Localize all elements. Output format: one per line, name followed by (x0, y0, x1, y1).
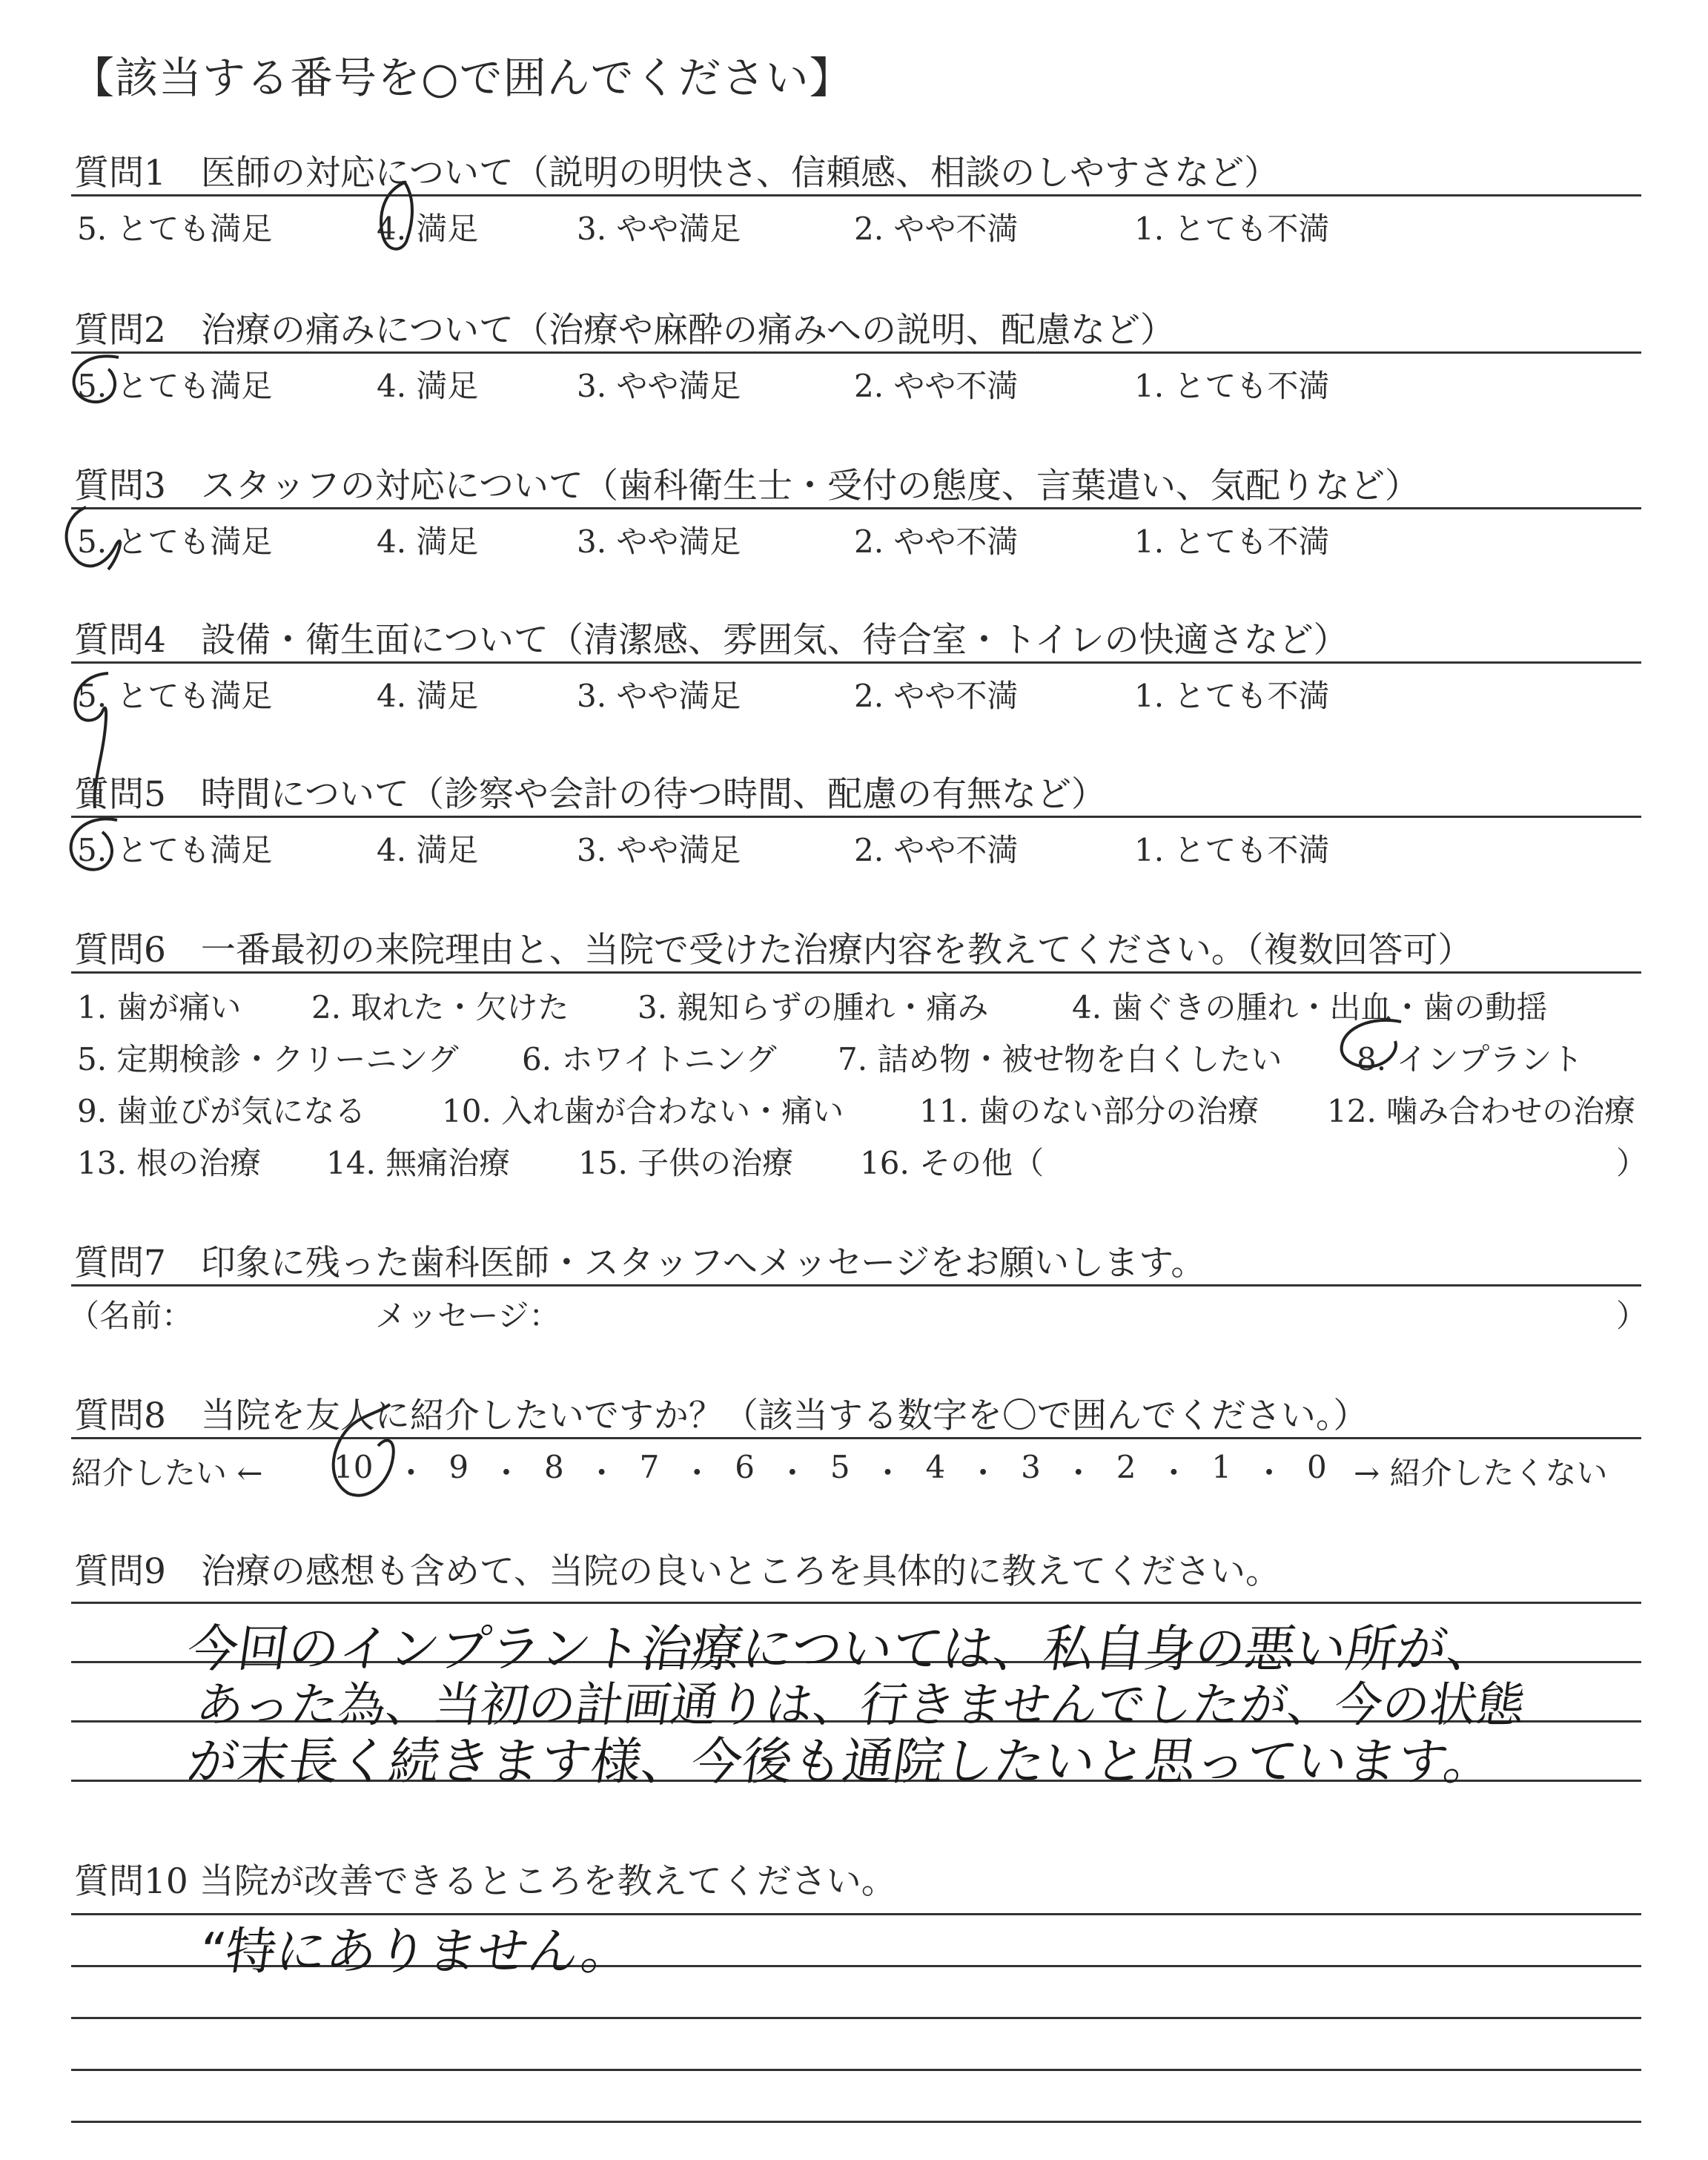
q6-option-1[interactable]: 1. 歯が痛い (77, 989, 242, 1025)
question-2-rule (71, 351, 1641, 354)
q8-scale-9[interactable]: 9 (448, 1449, 469, 1485)
q8-scale-8[interactable]: 8 (543, 1449, 564, 1485)
q5-option-5[interactable]: 5. とても満足 (77, 832, 273, 868)
q1-option-2[interactable]: 2. やや不満 (854, 211, 1019, 247)
q1-option-1[interactable]: 1. とても不満 (1134, 211, 1330, 247)
question-7-rule (71, 1284, 1641, 1287)
q10-answer-line-1: “特にありません。 (195, 1923, 637, 1981)
q8-scale-0[interactable]: 0 (1306, 1449, 1327, 1485)
q10-line-5 (71, 2121, 1641, 2123)
q6-option-16[interactable]: 16. その他（ (860, 1145, 1045, 1181)
q8-scale-separator: ・ (395, 1455, 427, 1491)
question-1-rule (71, 194, 1641, 196)
q6-option-7[interactable]: 7. 詰め物・被せ物を白くしたい (838, 1041, 1282, 1077)
q8-scale-10[interactable]: 10 (334, 1449, 374, 1485)
q8-scale-separator: ・ (586, 1455, 618, 1491)
question-1-title: 質問1 医師の対応について（説明の明快さ、信頼感、相談のしやすさなど） (74, 153, 1280, 194)
q5-selection-circle (62, 813, 136, 887)
question-8-rule (71, 1437, 1641, 1439)
q6-option-2[interactable]: 2. 取れた・欠けた (311, 989, 569, 1025)
question-3-title: 質問3 スタッフの対応について（歯科衛生士・受付の態度、言葉遣い、気配りなど） (74, 466, 1420, 506)
q8-scale-separator: ・ (1158, 1455, 1190, 1491)
question-3-rule (71, 507, 1641, 509)
question-9-title: 質問9 治療の感想も含めて、当院の良いところを具体的に教えてください。 (74, 1551, 1280, 1592)
q2-option-5[interactable]: 5. とても満足 (77, 368, 273, 404)
q1-selection-circle (362, 176, 428, 258)
q5-option-3[interactable]: 3. やや満足 (577, 832, 741, 868)
q6-other-close: ） (1616, 1145, 1648, 1181)
q10-line-4 (71, 2069, 1641, 2071)
q6-option-9[interactable]: 9. 歯並びが気になる (77, 1093, 366, 1129)
q9-answer-line-1: 今回のインプラント治療については、私自身の悪い所が、 (183, 1620, 1502, 1679)
q5-option-1[interactable]: 1. とても不満 (1134, 832, 1330, 868)
q8-scale-5[interactable]: 5 (830, 1449, 850, 1485)
q1-option-4[interactable]: 4. 満足 (377, 211, 479, 247)
q6-option-10[interactable]: 10. 入れ歯が合わない・痛い (442, 1093, 844, 1129)
q8-scale-separator: ・ (1062, 1455, 1094, 1491)
q6-option-13[interactable]: 13. 根の治療 (77, 1145, 262, 1181)
q3-option-2[interactable]: 2. やや不満 (854, 524, 1019, 560)
question-6-title: 質問6 一番最初の来院理由と、当院で受けた治療内容を教えてください。（複数回答可） (74, 930, 1473, 971)
q6-option-12[interactable]: 12. 噛み合わせの治療 (1327, 1093, 1636, 1129)
q2-option-2[interactable]: 2. やや不満 (854, 368, 1019, 404)
q3-option-5[interactable]: 5. とても満足 (77, 524, 273, 560)
q9-answer-line-3: が末長く続きます様、今後も通院したいと思っています。 (183, 1733, 1499, 1791)
q6-option-6[interactable]: 6. ホワイトニング (522, 1041, 777, 1077)
q6-option-8[interactable]: 8. インプラント (1357, 1041, 1583, 1077)
q8-scale-2[interactable]: 2 (1116, 1449, 1136, 1485)
q8-selection-circle (319, 1398, 408, 1517)
q2-option-1[interactable]: 1. とても不満 (1134, 368, 1330, 404)
question-4-rule (71, 661, 1641, 664)
q6-option-3[interactable]: 3. 親知らずの腫れ・痛み (638, 989, 989, 1025)
q7-message-label: メッセージ： (375, 1298, 560, 1334)
question-5-title: 質問5 時間について（診察や会計の待つ時間、配慮の有無など） (74, 774, 1106, 815)
q2-selection-circle (67, 349, 133, 415)
q3-option-1[interactable]: 1. とても不満 (1134, 524, 1330, 560)
q1-option-5[interactable]: 5. とても満足 (77, 211, 273, 247)
q6-option-14[interactable]: 14. 無痛治療 (326, 1145, 511, 1181)
q2-option-4[interactable]: 4. 満足 (377, 368, 479, 404)
q8-scale-1[interactable]: 1 (1211, 1449, 1232, 1485)
q6-option-15[interactable]: 15. 子供の治療 (578, 1145, 794, 1181)
q7-name-label: （名前： (68, 1298, 193, 1334)
q6-selection-circle (1331, 1013, 1413, 1080)
q5-option-4[interactable]: 4. 満足 (377, 832, 479, 868)
q8-scale-6[interactable]: 6 (735, 1449, 755, 1485)
q3-selection-circle (56, 501, 138, 575)
q8-scale-separator: ・ (491, 1455, 523, 1491)
q1-option-3[interactable]: 3. やや満足 (577, 211, 741, 247)
question-5-rule (71, 816, 1641, 818)
q7-close-paren: ） (1616, 1298, 1648, 1334)
question-10-title: 質問10 当院が改善できるところを教えてください。 (74, 1861, 896, 1902)
q4-option-1[interactable]: 1. とても不満 (1134, 678, 1330, 714)
q9-answer-line-2: あった為、当初の計画通りは、行きませんでしたが、今の状態 (192, 1678, 1529, 1733)
q8-right-label: → 紹介したくない (1354, 1455, 1608, 1491)
q6-option-5[interactable]: 5. 定期検診・クリーニング (77, 1041, 459, 1077)
q8-scale-4[interactable]: 4 (925, 1449, 946, 1485)
question-7-title: 質問7 印象に残った歯科医師・スタッフへメッセージをお願いします。 (74, 1243, 1206, 1284)
q8-scale-separator: ・ (1254, 1455, 1285, 1491)
q3-option-3[interactable]: 3. やや満足 (577, 524, 741, 560)
q8-scale-3[interactable]: 3 (1021, 1449, 1041, 1485)
q8-scale-7[interactable]: 7 (639, 1449, 660, 1485)
q2-option-3[interactable]: 3. やや満足 (577, 368, 741, 404)
q4-option-3[interactable]: 3. やや満足 (577, 678, 741, 714)
form-header: 【該当する番号を○で囲んでください】 (71, 53, 853, 103)
q8-scale-separator: ・ (967, 1455, 999, 1491)
q6-option-11[interactable]: 11. 歯のない部分の治療 (919, 1093, 1260, 1129)
q8-scale (334, 1449, 1327, 1493)
q8-scale-separator: ・ (872, 1455, 904, 1491)
q3-option-4[interactable]: 4. 満足 (377, 524, 479, 560)
q6-option-4[interactable]: 4. 歯ぐきの腫れ・出血・歯の動揺 (1072, 989, 1548, 1025)
q8-scale-separator: ・ (681, 1455, 713, 1491)
question-4-title: 質問4 設備・衛生面について（清潔感、雰囲気、待合室・トイレの快適さなど） (74, 620, 1348, 661)
q4-option-4[interactable]: 4. 満足 (377, 678, 479, 714)
q10-line-3 (71, 2017, 1641, 2019)
q9-line-1 (71, 1602, 1641, 1604)
question-8-title: 質問8 当院を友人に紹介したいですか？（該当する数字を〇で囲んでください。） (74, 1396, 1368, 1436)
q4-option-5[interactable]: 5. とても満足 (77, 678, 273, 714)
question-2-title: 質問2 治療の痛みについて（治療や麻酔の痛みへの説明、配慮など） (74, 310, 1176, 351)
q5-option-2[interactable]: 2. やや不満 (854, 832, 1019, 868)
question-6-rule (71, 971, 1641, 974)
q8-scale-separator: ・ (776, 1455, 808, 1491)
q8-left-label: 紹介したい ← (71, 1455, 263, 1491)
q4-option-2[interactable]: 2. やや不満 (854, 678, 1019, 714)
